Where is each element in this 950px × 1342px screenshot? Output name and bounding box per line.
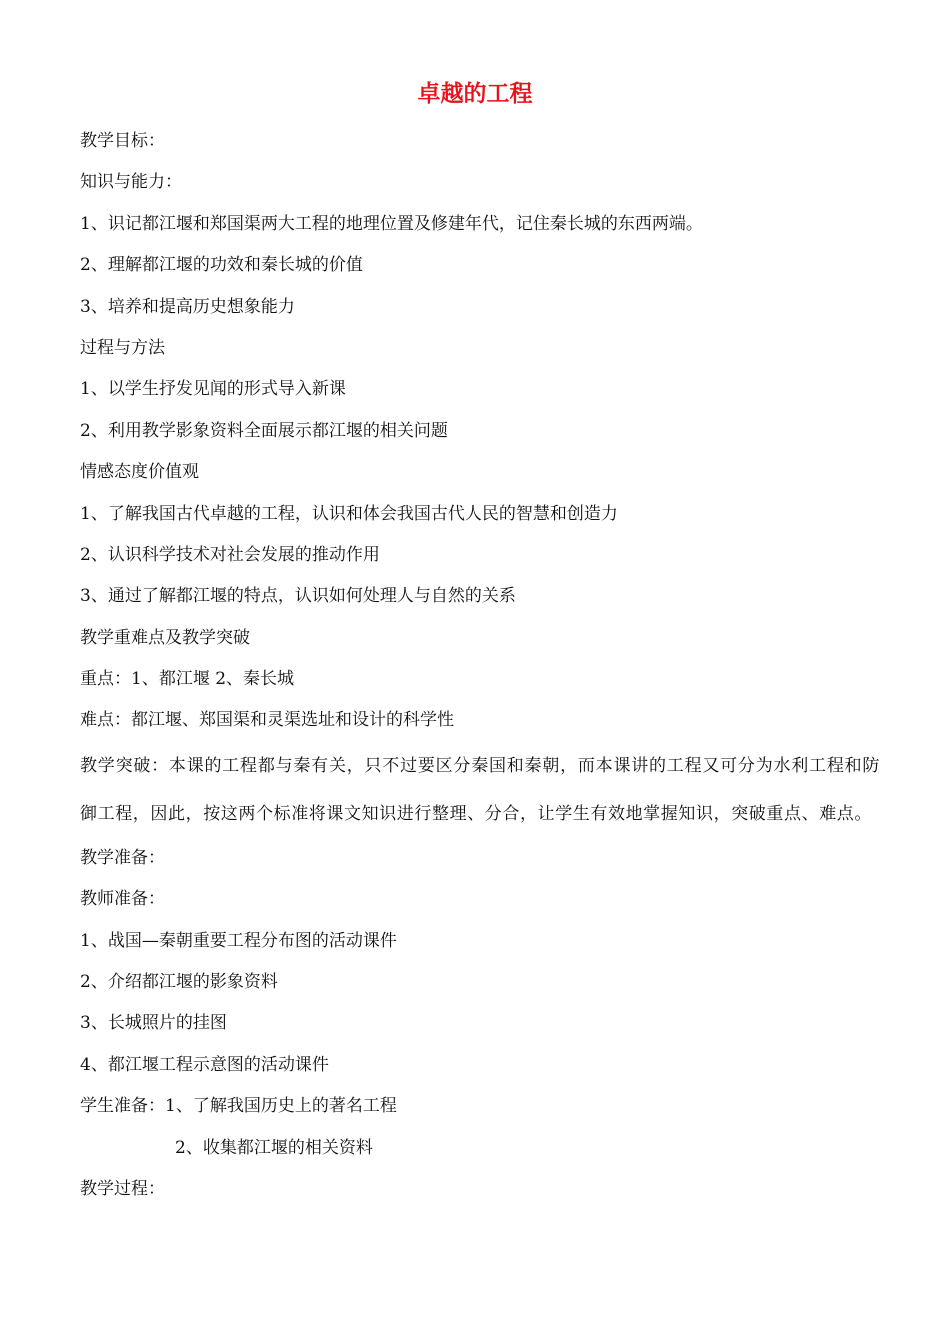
teacher-prep-item-2: 2、介绍都江堰的影象资料 [80, 972, 278, 993]
heading-attitude-values: 情感态度价值观 [80, 462, 199, 483]
document-body [80, 121, 880, 1210]
key-points: 重点：1、都江堰 2、秦长城 [80, 669, 295, 690]
knowledge-item-3: 3、培养和提高历史想象能力 [80, 296, 295, 317]
teacher-prep-item-3: 3、长城照片的挂图 [80, 1013, 227, 1034]
student-prep-item-2: 2、收集都江堰的相关资料 [175, 1137, 373, 1158]
heading-teaching-process: 教学过程： [80, 1178, 165, 1199]
heading-process-method: 过程与方法 [80, 337, 165, 358]
attitude-item-2: 2、认识科学技术对社会发展的推动作用 [80, 544, 380, 565]
difficult-points: 难点：都江堰、郑国渠和灵渠选址和设计的科学性 [80, 710, 454, 731]
student-prep-item-1: 学生准备：1、了解我国历史上的著名工程 [80, 1096, 397, 1117]
knowledge-item-1: 1、识记都江堰和郑国渠两大工程的地理位置及修建年代，记住秦长城的东西两端。 [80, 213, 703, 234]
heading-teaching-goals: 教学目标： [80, 131, 165, 151]
document-title: 卓越的工程 [417, 81, 533, 107]
attitude-item-3: 3、通过了解都江堰的特点，认识如何处理人与自然的关系 [80, 586, 516, 607]
method-item-1: 1、以学生抒发见闻的形式导入新课 [80, 379, 346, 400]
heading-teaching-preparation: 教学准备： [80, 847, 165, 868]
knowledge-item-2: 2、理解都江堰的功效和秦长城的价值 [80, 255, 363, 276]
heading-teacher-preparation: 教师准备： [80, 889, 165, 910]
teacher-prep-item-1: 1、战国—秦朝重要工程分布图的活动课件 [80, 930, 397, 951]
heading-knowledge-ability: 知识与能力： [80, 172, 182, 193]
method-item-2: 2、利用教学影象资料全面展示都江堰的相关问题 [80, 420, 448, 441]
heading-key-difficult-points: 教学重难点及教学突破 [80, 627, 250, 648]
teacher-prep-item-4: 4、都江堰工程示意图的活动课件 [80, 1054, 329, 1075]
teaching-breakthrough-paragraph: 教学突破：本课的工程都与秦有关，只不过要区分秦国和秦朝，而本课讲的工程又可分为水利工程和防御工程，因此，按这两个标准将课文知识进行整理、分合，让学生有效地掌握知识，突破重点、难点。 [80, 755, 880, 824]
attitude-item-1: 1、了解我国古代卓越的工程，认识和体会我国古代人民的智慧和创造力 [80, 503, 618, 524]
